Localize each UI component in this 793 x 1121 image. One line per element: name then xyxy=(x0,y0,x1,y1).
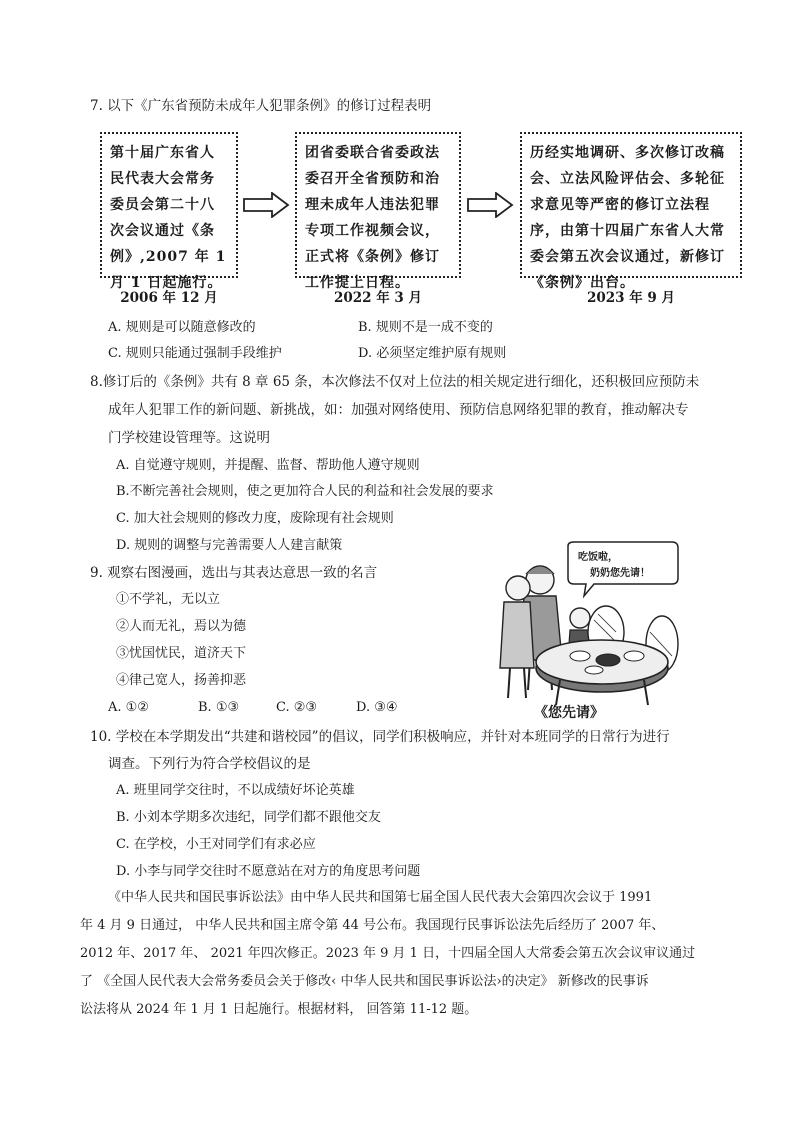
q8-option-d: D. 规则的调整与完善需要人人建言献策 xyxy=(116,538,343,553)
material-line-4: 了 《全国人民代表大会常务委员会关于修改‹ 中华人民共和国民事诉讼法›的决定》 新修改的民事诉 xyxy=(80,974,649,989)
q7-step-date-1: 2006 年 12 月 xyxy=(120,290,218,306)
cartoon-caption: 《您先请》 xyxy=(534,705,604,721)
q9-item-4: ④律己宽人，扬善抑恶 xyxy=(116,673,247,688)
q9-item-2: ②人而无礼，焉以为德 xyxy=(116,619,247,634)
arrow-right-icon-2 xyxy=(466,192,514,218)
q10-option-c: C. 在学校，小王对同学们有求必应 xyxy=(116,837,316,852)
q7-step-box-3: 历经实地调研、多次修订改稿会、立法风险评估会、多轮征求意见等严密的修订立法程序，由第十四届广东省人大常委会第五次会议通过，新修订《条例》出台。 xyxy=(520,132,742,278)
q7-step-date-2: 2022 年 3 月 xyxy=(333,290,423,306)
q9-cartoon-image xyxy=(490,540,680,722)
q8-option-c: C. 加大社会规则的修改力度，废除现有社会规则 xyxy=(116,511,394,526)
q9-option-c: C. ②③ xyxy=(276,700,318,715)
q8-option-a: A. 自觉遵守规则，并提醒、监督、帮助他人遵守规则 xyxy=(116,458,420,473)
q7-option-c: C. 规则只能通过强制手段维护 xyxy=(108,346,282,361)
q7-option-a: A. 规则是可以随意修改的 xyxy=(108,320,256,335)
q9-item-3: ③忧国忧民，道济天下 xyxy=(116,646,247,661)
q9-item-1: ①不学礼，无以立 xyxy=(116,592,221,607)
q9-stem: 9. 观察右图漫画，选出与其表达意思一致的名言 xyxy=(90,565,378,581)
q8-stem-line-3: 门学校建设管理等。这说明 xyxy=(108,430,270,446)
q10-option-d: D. 小李与同学交往时不愿意站在对方的角度思考问题 xyxy=(116,864,421,879)
q10-stem-line-2: 调查。下列行为符合学校倡议的是 xyxy=(108,756,311,772)
q7-option-b: B. 规则不是一成不变的 xyxy=(358,320,493,335)
q7-stem: 7. 以下《广东省预防未成年人犯罪条例》的修订过程表明 xyxy=(90,98,432,114)
q10-stem-line-1: 10. 学校在本学期发出“共建和谐校园”的倡议，同学们积极响应，并针对本班同学的日常行为进行 xyxy=(90,729,670,745)
material-line-2: 年 4 月 9 日通过， 中华人民共和国主席令第 44 号公布。我国现行民事诉讼法先后经历了 2007 年、 xyxy=(80,918,665,933)
q7-option-d: D. 必须坚定维护原有规则 xyxy=(358,346,507,361)
q8-stem-line-1: 8.修订后的《条例》共有 8 章 65 条，本次修法不仅对上位法的相关规定进行细化，还积极回应预防未 xyxy=(90,374,700,390)
q9-option-d: D. ③④ xyxy=(356,700,398,715)
cartoon-speech-line-1: 吃饭啦， xyxy=(578,552,618,563)
q10-option-b: B. 小刘本学期多次违纪，同学们都不跟他交友 xyxy=(116,810,381,825)
q7-step-date-3: 2023 年 9 月 xyxy=(586,290,676,306)
q7-step-box-1: 第十届广东省人民代表大会常务委员会第二十八次会议通过《条例》,2007 年 1 月 1 日起施行。 xyxy=(100,132,238,278)
material-line-1: 《中华人民共和国民事诉讼法》由中华人民共和国第七届全国人民代表大会第四次会议于 1991 xyxy=(108,890,653,905)
cartoon-speech-line-2: 奶奶您先请！ xyxy=(590,568,650,579)
material-line-3: 2012 年、2017 年、 2021 年四次修正。2023 年 9 月 1 日，十四届全国人大常委会第五次会议审议通过 xyxy=(80,946,696,961)
q8-stem-line-2: 成年人犯罪工作的新问题、新挑战，如：加强对网络使用、预防信息网络犯罪的教育，推动解决专 xyxy=(108,402,689,418)
q9-option-a: A. ①② xyxy=(108,700,149,715)
q7-step-box-2: 团省委联合省委政法委召开全省预防和治理未成年人违法犯罪专项工作视频会议，正式将《条例》修订工作提上日程。 xyxy=(295,132,461,278)
q8-option-b: B.不断完善社会规则，使之更加符合人民的利益和社会发展的要求 xyxy=(116,484,494,499)
q9-option-b: B. ①③ xyxy=(198,700,240,715)
q10-option-a: A. 班里同学交往时，不以成绩好坏论英雄 xyxy=(116,783,355,798)
material-line-5: 讼法将从 2024 年 1 月 1 日起施行。根据材料， 回答第 11-12 题。 xyxy=(80,1002,478,1017)
arrow-right-icon-1 xyxy=(242,192,290,218)
